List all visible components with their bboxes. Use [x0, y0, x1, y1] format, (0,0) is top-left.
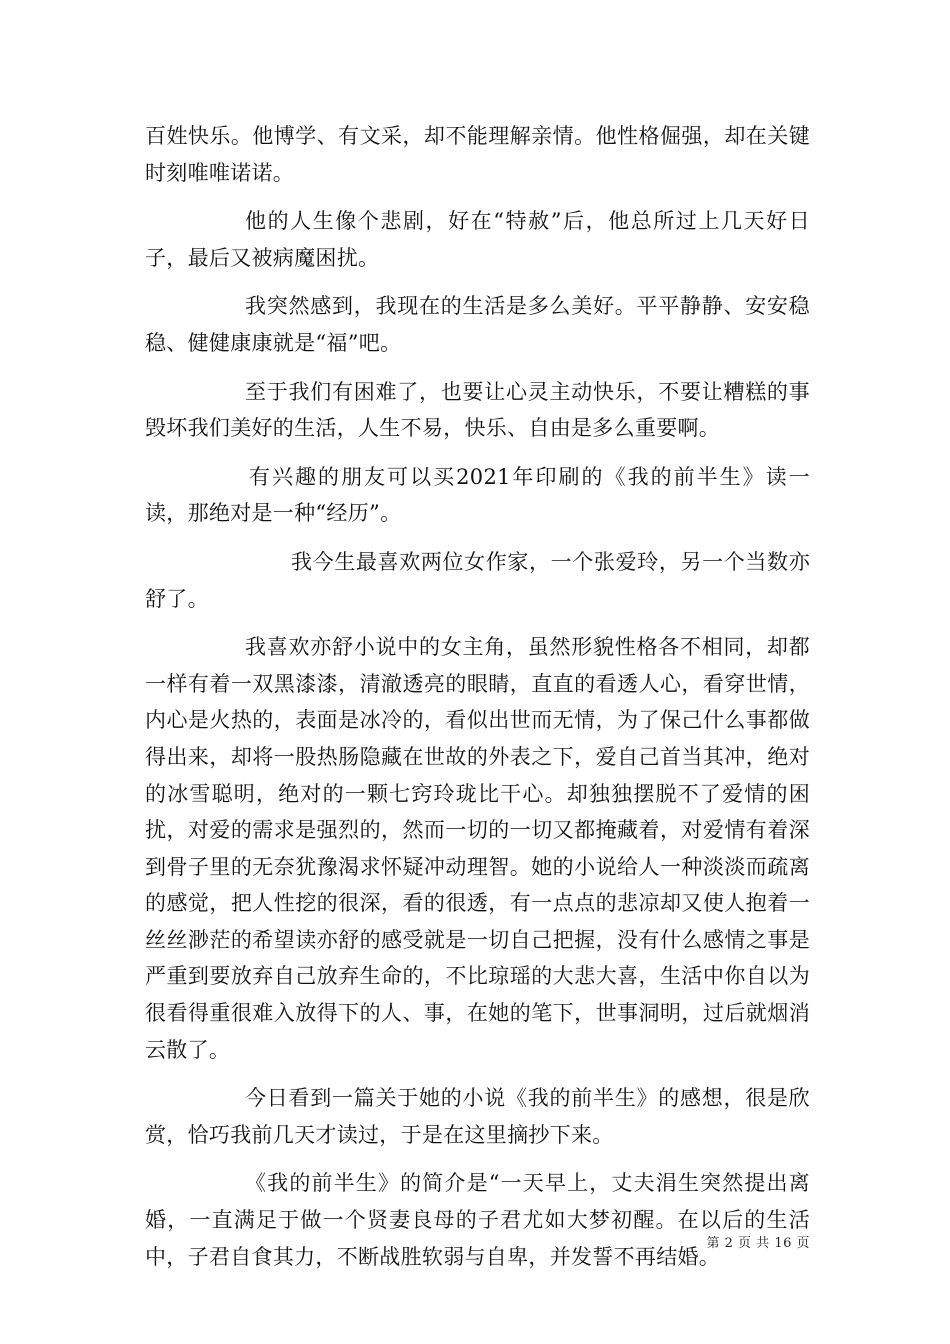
paragraph: 至于我们有困难了，也要让心灵主动快乐，不要让糟糕的事毁坏我们美好的生活，人生不易，快乐、自由是多么重要啊。 — [145, 379, 810, 441]
page-number: 第 2 页 共 16 页 — [706, 1236, 810, 1251]
paragraph: 他的人生像个悲剧，好在“特赦”后，他总所过上几天好日子，最后又被病魔困扰。 — [145, 209, 810, 270]
body-text — [145, 118, 810, 1287]
paragraph: 《我的前半生》的简介是“一天早上，丈夫涓生突然提出离婚，一直满足于做一个贤妻良母的子君尤如大梦初醒。在以后的生活中，子君自食其力，不断战胜软弱与自卑，并发誓不再结婚。 — [145, 1171, 810, 1269]
paragraph: 今日看到一篇关于她的小说《我的前半生》的感想，很是欣赏，恰巧我前几天才读过，于是在这里摘抄下来。 — [145, 1086, 810, 1147]
paragraph: 我喜欢亦舒小说中的女主角，虽然形貌性格各不相同，却都一样有着一双黑漆漆，清澈透亮的眼睛，直直的看透人心，看穿世情，内心是火热的，表面是冰冷的，看似出世而无情，为了保己什么事都做得出来，却将一股热肠隐藏在世故的外表之下，爱自己首当其冲，绝对的冰雪聪明，绝对的一颗七窍玲珑比干心。却独独摆脱不了爱情的困扰，对爱的需求是强烈的，然而一切的一切又都掩藏着，对爱情有着深到骨子里的无奈犹豫渴求怀疑冲动理智。她的小说给人一种淡淡而疏离的感觉，把人性挖的很深，看的很透，有一点点的悲凉却又使人抱着一丝丝渺茫的希望读亦舒的感受就是一切自己把握，没有什么感情之事是严重到要放弃自己放弃生命的，不比琼瑶的大悲大喜，生活中你自以为很看得重很难入放得下的人、事，在她的笔下，世事洞明，过后就烟消云散了。 — [145, 635, 810, 1062]
paragraph: 百姓快乐。他博学、有文采，却不能理解亲情。他性格倔强，却在关键时刻唯唯诺诺。 — [145, 124, 810, 185]
paragraph: 我今生最喜欢两位女作家，一个张爱玲，另一个当数亦舒了。 — [145, 549, 810, 611]
paragraph: 有兴趣的朋友可以买2021年印刷的《我的前半生》读一读，那绝对是一种“经历”。 — [145, 464, 810, 526]
paragraph: 我突然感到，我现在的生活是多么美好。平平静静、安安稳稳、健健康康就是“福”吧。 — [145, 294, 810, 355]
